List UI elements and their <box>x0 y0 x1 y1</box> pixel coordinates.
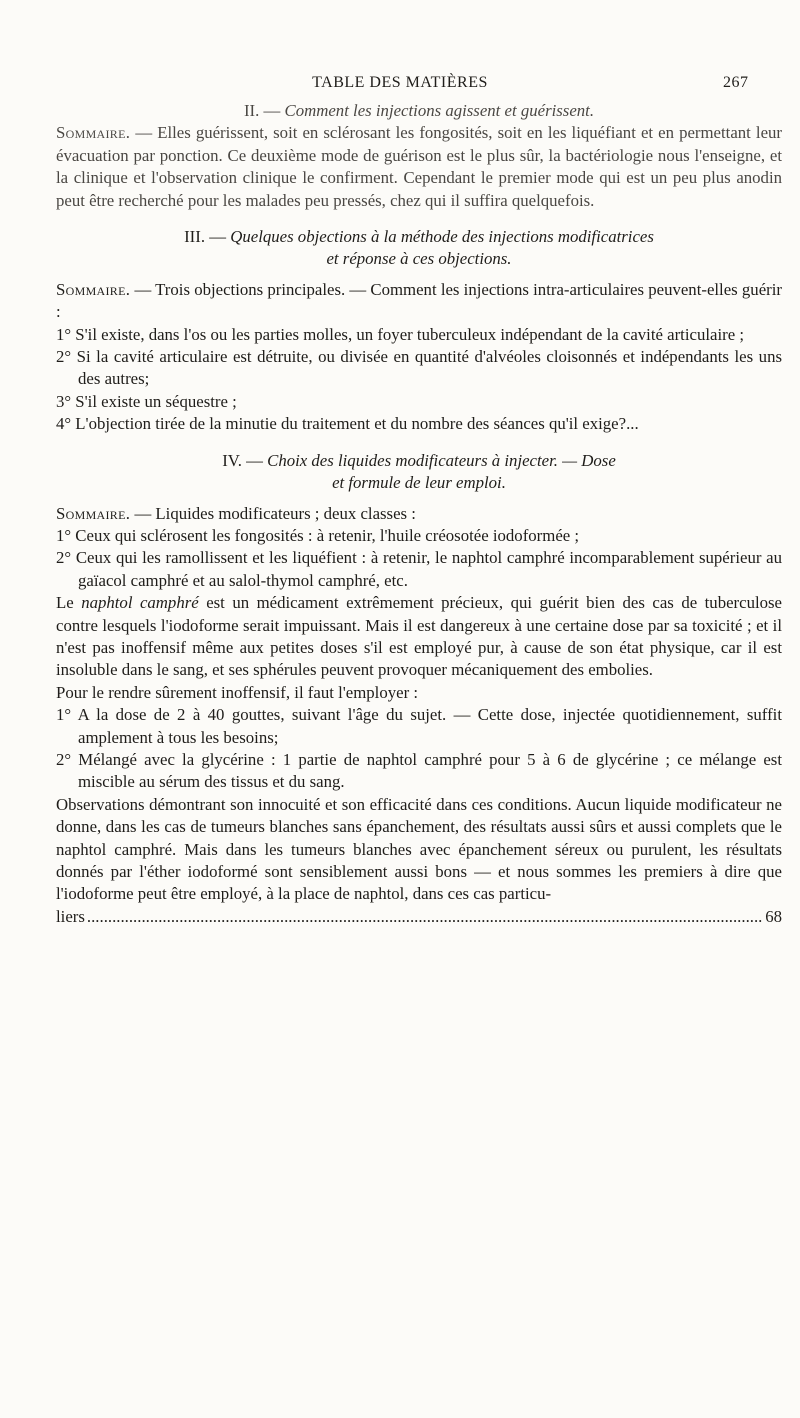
section-2-heading: Comment les injections agissent et guérissent. <box>284 101 595 120</box>
section-4-heading-line1: Choix des liquides modificateurs à injecter. — Dose <box>267 450 616 470</box>
toc-entry-end <box>56 906 782 928</box>
list-item: 1° Ceux qui sclérosent les fongosités : à retenir, l'huile créosotée iodoformée ; <box>56 525 580 545</box>
running-header <box>0 72 800 96</box>
list-item: 1° A la dose de 2 à 40 gouttes, suivant l'âge du sujet. — Cette dose, injectée quotidiennement, suffit amplement à tous les besoins; <box>56 705 782 747</box>
section-4-title <box>56 450 782 495</box>
list-item: 2° Mélangé avec la glycérine : 1 partie de naphtol camphré pour 5 à 6 de glycérine ; ce mélange est miscible au sérum des tissus et du sang. <box>56 749 782 792</box>
summary-text: — Trois objections principales. — Comment les injections intra-articulaires peuvent-elles guérir : <box>56 279 782 322</box>
para-lead: Le <box>56 593 74 613</box>
list-item: 4° L'objection tirée de la minutie du traitement et du nombre des séances qu'il exige?... <box>56 414 639 434</box>
summary-label: Sommaire. <box>56 503 131 523</box>
summary-text: — Liquides modificateurs ; deux classes : <box>134 503 416 523</box>
usage-intro: Pour le rendre sûrement inoffensif, il faut l'employer : <box>56 682 419 702</box>
summary-label: Sommaire. <box>56 279 131 299</box>
section-4-heading-line2: et formule de leur emploi. <box>332 473 506 493</box>
last-word: liers <box>56 906 85 926</box>
header-title: TABLE DES MATIÈRES <box>312 74 488 91</box>
section-3-summary <box>56 279 782 324</box>
section-2-summary <box>56 122 782 212</box>
para-body: est un médicament extrêmement précieux, qui guérit bien des cas de tuberculose contre lesquels l'iodoforme serait impuissant. Mais il est dangereux à une certaine dose par sa toxicité ; et il n'est pas inoffensif même aux petites doses s'il est employé pur, à cause de son état physique, car il est insoluble dans le sang, et ses sphérules peuvent provoquer mécaniquement des embolies. <box>56 593 782 680</box>
section-2-numeral: II. — <box>243 101 281 120</box>
list-item: 1° S'il existe, dans l'os ou les parties molles, un foyer tuberculeux indépendant de la cavité articulaire ; <box>56 324 744 344</box>
list-item: 2° Si la cavité articulaire est détruite, ou divisée en quantité d'alvéoles cloisonnés et indépendants les uns des autres; <box>56 347 782 389</box>
section-4-numeral: IV. — <box>222 450 263 470</box>
section-3-heading-line1: Quelques objections à la méthode des injections modificatrices <box>230 227 654 247</box>
naphtol-paragraph <box>56 592 782 682</box>
summary-label: Sommaire. <box>56 123 131 143</box>
table-of-contents-body <box>56 100 782 928</box>
observations-paragraph: Observations démontrant son innocuité et son efficacité dans ces conditions. Aucun liquide modificateur ne donne, dans les cas de tumeurs blanches sans épanchement, des résultats aussi sûrs et aussi complets que le naphtol camphré. Mais dans les tumeurs blanches avec épanchement séreux ou purulent, les résultats donnés par l'éther iodoformé sont sensiblement aussi bons — et nous sommes les premiers à dire que l'iodoforme peut être employé, à la place de naphtol, dans ces cas particu- <box>56 794 782 904</box>
list-item: 3° S'il existe un séquestre ; <box>56 391 237 411</box>
naphtol-term: naphtol camphré <box>81 593 199 613</box>
header-page-number: 267 <box>723 74 749 91</box>
summary-text: — Elles guérissent, soit en sclérosant les fongosités, soit en les liquéfiant et en permettant leur évacuation par ponction. Ce deuxième mode de guérison est le plus sûr, la bactériologie nous l'enseigne, et la clinique et l'observation clinique le confirment. Cependant le premier mode qui est un peu plus anodin peut être recherché pour les malades peu pressés, chez qui il suffira quelquefois. <box>56 123 782 210</box>
section-3-numeral: III. — <box>184 227 227 247</box>
section-4-summary <box>56 503 782 525</box>
page-reference: 68 <box>765 906 782 926</box>
section-3-heading-line2: et réponse à ces objections. <box>326 249 512 269</box>
section-3-title <box>56 226 782 271</box>
dot-leader <box>87 906 763 928</box>
section-2-title <box>56 100 782 122</box>
list-item: 2° Ceux qui les ramollissent et les liquéfient : à retenir, le naphtol camphré incomparablement supérieur au gaïacol camphré et au salol-thymol camphré, etc. <box>56 548 782 590</box>
